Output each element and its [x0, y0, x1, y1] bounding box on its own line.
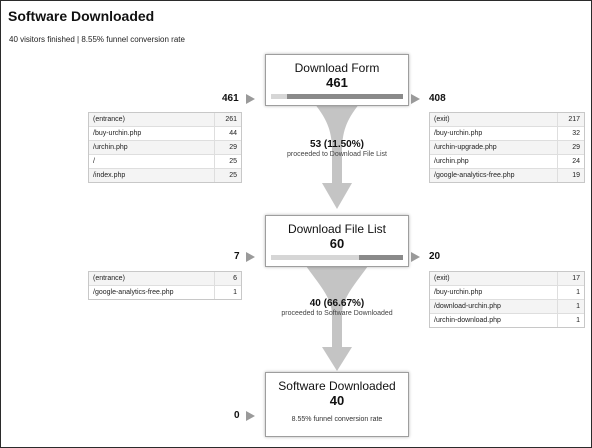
visit-count: 261 — [214, 113, 241, 126]
table-row[interactable] — [430, 155, 584, 169]
funnel-arrowhead-1 — [322, 183, 352, 209]
page-path: /download-urchin.php — [434, 303, 501, 310]
table-row[interactable] — [89, 169, 241, 182]
table-row[interactable] — [430, 113, 584, 127]
visit-count: 25 — [214, 155, 241, 168]
step-count: 40 — [329, 393, 345, 408]
table-row[interactable] — [89, 127, 241, 141]
entering-arrow-icon — [246, 94, 255, 104]
visit-count: 32 — [557, 127, 584, 140]
page-path: (entrance) — [93, 275, 125, 282]
table-row[interactable] — [89, 155, 241, 169]
step-count: 461 — [326, 75, 348, 90]
visit-count: 44 — [214, 127, 241, 140]
table-row[interactable] — [430, 127, 584, 141]
page-path: /buy-urchin.php — [93, 130, 142, 137]
page-title: Software Downloaded — [8, 8, 155, 24]
funnel-conversion-rate: 8.55% funnel conversion rate — [291, 416, 383, 423]
funnel-step-download-form[interactable] — [265, 54, 409, 106]
conversion-label — [252, 298, 422, 317]
entering-count: 7 — [234, 251, 240, 262]
step-bar — [271, 94, 403, 99]
page-path: /urchin.php — [434, 158, 469, 165]
conversion-caption: proceeded to Download File List — [286, 151, 387, 158]
conversion-value: 53 (11.50%) — [310, 139, 364, 150]
funnel-stem-2 — [332, 323, 342, 347]
page-path: /google-analytics-free.php — [93, 289, 174, 296]
step-bar — [271, 255, 403, 260]
entering-count: 461 — [222, 93, 239, 104]
visit-count: 1 — [214, 286, 241, 299]
funnel-stem-1 — [332, 159, 342, 183]
entering-arrow-icon — [246, 252, 255, 262]
visit-count: 1 — [557, 314, 584, 327]
page-path: /urchin.php — [93, 144, 128, 151]
page-path: /index.php — [93, 172, 126, 179]
table-row[interactable] — [89, 113, 241, 127]
page-path: /buy-urchin.php — [434, 130, 483, 137]
table-row[interactable] — [430, 286, 584, 300]
exiting-count: 408 — [429, 93, 446, 104]
conversion-caption: proceeded to Software Downloaded — [281, 310, 393, 317]
table-row[interactable] — [430, 141, 584, 155]
visit-count: 29 — [214, 141, 241, 154]
page-path: /urchin-upgrade.php — [434, 144, 497, 151]
table-row[interactable] — [89, 141, 241, 155]
visit-count: 217 — [557, 113, 584, 126]
page-path: (exit) — [434, 275, 450, 282]
entrance-pages-table — [88, 112, 242, 183]
step-bar-fill — [287, 94, 403, 99]
table-row[interactable] — [430, 169, 584, 182]
step-bar-fill — [359, 255, 403, 260]
step-count: 60 — [329, 236, 345, 251]
exiting-arrow-icon — [411, 94, 420, 104]
entrance-pages-table — [88, 271, 242, 300]
page-subtitle: 40 visitors finished | 8.55% funnel conversion rate — [9, 35, 185, 44]
visit-count: 17 — [557, 272, 584, 285]
exit-pages-table — [429, 271, 585, 328]
table-row[interactable] — [430, 272, 584, 286]
page-path: /urchin-download.php — [434, 317, 501, 324]
step-name: Download File List — [287, 222, 387, 236]
funnel-arrowhead-2 — [322, 347, 352, 371]
exit-pages-table — [429, 112, 585, 183]
visit-count: 29 — [557, 141, 584, 154]
visit-count: 1 — [557, 300, 584, 313]
step-name: Download Form — [294, 61, 380, 75]
funnel-step-download-file-list[interactable] — [265, 215, 409, 267]
funnel-step-software-downloaded[interactable] — [265, 372, 409, 437]
visit-count: 1 — [557, 286, 584, 299]
visit-count: 6 — [214, 272, 241, 285]
page-path: /google-analytics-free.php — [434, 172, 515, 179]
page-path: (exit) — [434, 116, 450, 123]
table-row[interactable] — [430, 314, 584, 327]
entering-count: 0 — [234, 410, 240, 421]
table-row[interactable] — [89, 272, 241, 286]
visit-count: 25 — [214, 169, 241, 182]
table-row[interactable] — [430, 300, 584, 314]
visit-count: 24 — [557, 155, 584, 168]
page-path: / — [93, 158, 95, 165]
page-path: /buy-urchin.php — [434, 289, 483, 296]
page-path: (entrance) — [93, 116, 125, 123]
conversion-value: 40 (66.67%) — [309, 298, 365, 309]
exiting-arrow-icon — [411, 252, 420, 262]
exiting-count: 20 — [429, 251, 441, 262]
conversion-label — [257, 139, 417, 158]
table-row[interactable] — [89, 286, 241, 299]
visit-count: 19 — [557, 169, 584, 182]
entering-arrow-icon — [246, 411, 255, 421]
step-name: Software Downloaded — [278, 379, 396, 393]
